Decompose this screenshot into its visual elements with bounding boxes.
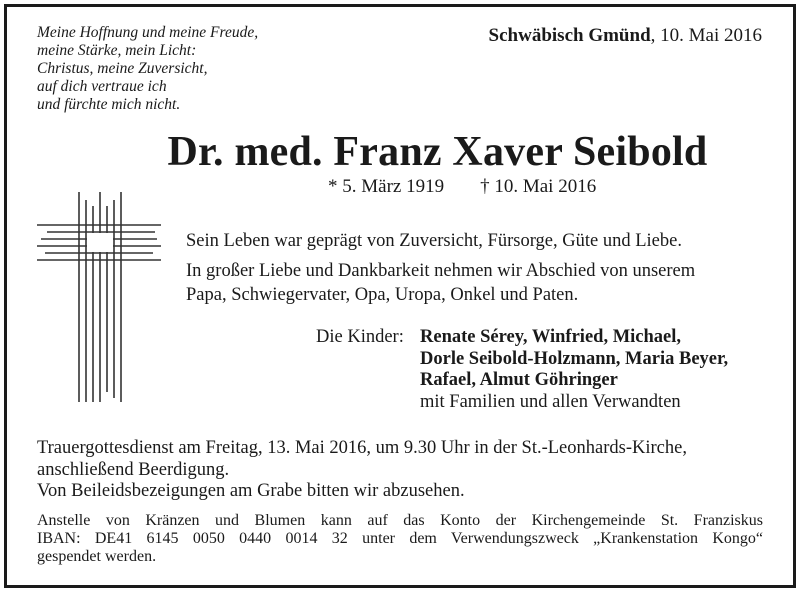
motto-line: Meine Hoffnung und meine Freude, bbox=[37, 24, 259, 41]
life-dates bbox=[328, 176, 596, 198]
death-date: † 10. Mai 2016 bbox=[480, 176, 597, 197]
motto-line: und fürchte mich nicht. bbox=[37, 96, 181, 113]
donation-line: Anstelle von Kränzen und Blumen kann auf das Konto der Kirchengemeinde St. Franziskus bbox=[37, 512, 763, 529]
tribute-paragraph: Sein Leben war geprägt von Zuversicht, Fürsorge, Güte und Liebe. bbox=[186, 231, 682, 251]
children-names-line: Renate Sérey, Winfried, Michael, bbox=[420, 327, 682, 347]
donation-note bbox=[37, 512, 763, 566]
donation-line: IBAN: DE41 6145 0050 0440 0014 32 unter dem Verwendungszweck „Krankenstation Kongo“ bbox=[37, 530, 763, 547]
motto-line: Christus, meine Zuversicht, bbox=[37, 60, 208, 77]
farewell-line: In großer Liebe und Dankbarkeit nehmen wir Abschied von unserem bbox=[186, 261, 696, 281]
service-info bbox=[37, 438, 687, 503]
service-line: anschließend Beerdigung. bbox=[37, 459, 230, 480]
children-names-line: Dorle Seibold-Holzmann, Maria Beyer, bbox=[420, 348, 729, 369]
motto-verse bbox=[37, 24, 258, 114]
birth-date: * 5. März 1919 bbox=[328, 176, 445, 197]
service-line: Von Beileidsbezeigungen am Grabe bitten wir abzusehen. bbox=[37, 481, 465, 501]
motto-line: meine Stärke, mein Licht: bbox=[37, 42, 197, 59]
deceased-name: Dr. med. Franz Xaver Seibold bbox=[167, 129, 708, 175]
dateline-place: Schwäbisch Gmünd bbox=[488, 25, 651, 46]
children-names-line: Rafael, Almut Göhringer bbox=[420, 370, 618, 390]
dateline-date: , 10. Mai 2016 bbox=[650, 25, 762, 46]
farewell-line: Papa, Schwiegervater, Opa, Uropa, Onkel und Paten. bbox=[186, 285, 579, 305]
service-line: Trauergottesdienst am Freitag, 13. Mai 2016, um 9.30 Uhr in der St.-Leonhards-Kirche, bbox=[37, 438, 687, 458]
family-line: mit Familien und allen Verwandten bbox=[420, 391, 681, 412]
children-list bbox=[420, 327, 728, 413]
donation-line: gespendet werden. bbox=[37, 548, 157, 565]
motto-line: auf dich vertraue ich bbox=[37, 78, 167, 95]
children-label: Die Kinder: bbox=[316, 327, 404, 347]
farewell-paragraph bbox=[186, 259, 695, 307]
cross-icon bbox=[37, 192, 161, 407]
dateline bbox=[489, 25, 762, 47]
